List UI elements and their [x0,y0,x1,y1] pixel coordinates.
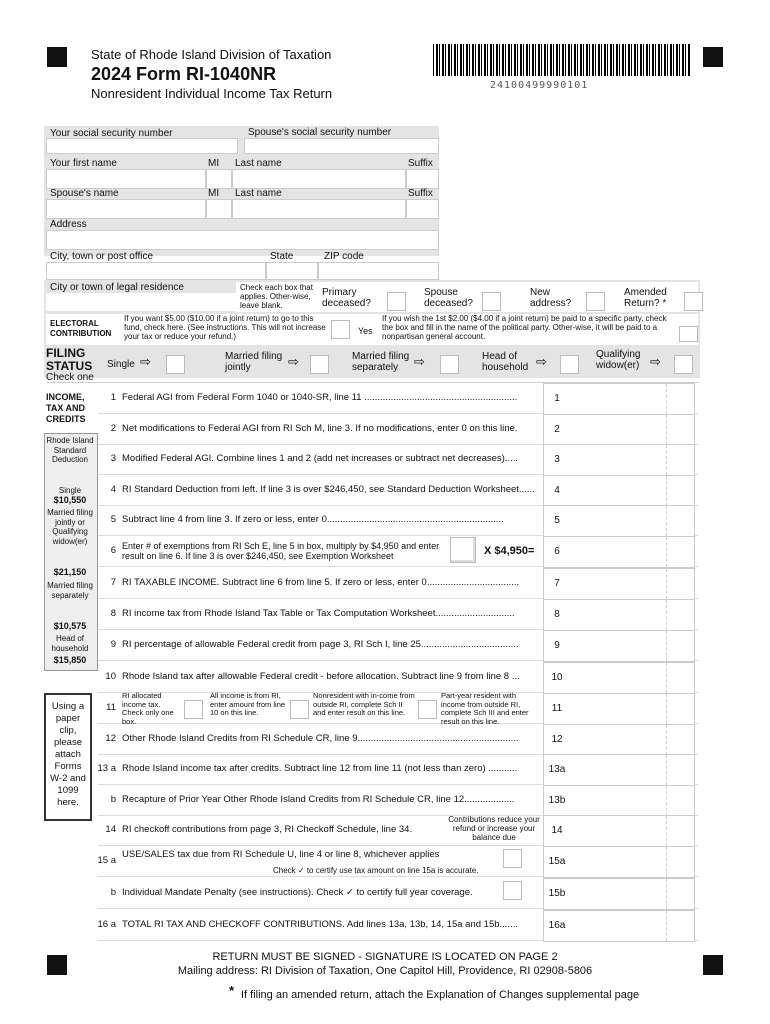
spouse-deceased-checkbox[interactable] [482,292,501,311]
line-box-number: 14 [543,815,571,847]
line-text: RI checkoff contributions from page 3, RI Checkoff Schedule, line 34. [122,824,413,835]
amount-input[interactable] [570,630,695,662]
arrow-right-icon: ⇨ [414,354,425,369]
deduction-mfj-amount: $21,150 [53,567,87,577]
filing-mfs-checkbox[interactable] [440,355,459,374]
line-number: 15 a [97,855,116,866]
spouse-suffix-label: Suffix [408,188,433,199]
last-name-input[interactable] [232,169,406,189]
electoral-instructions: If you want $5.00 ($10.00 if a joint return) to go to this fund, check here. (See instructions. This will not increase your tax or reduce your refund.) [124,314,326,341]
city-label: City, town or post office [50,251,154,262]
amount-input[interactable] [570,599,695,631]
filing-hoh-label: Head of household [482,351,529,373]
arrow-right-icon: ⇨ [140,354,151,369]
line-note: Contributions reduce your refund or increase your balance due [448,815,540,842]
ssn-input[interactable] [46,138,238,154]
line-15a [98,846,698,877]
spouse-name-input[interactable] [46,199,206,219]
line-box-number: 6 [543,536,571,568]
line-text: Individual Mandate Penalty (see instructions). Check ✓ to certify full year coverage. [122,887,473,898]
amount-input[interactable] [570,383,695,415]
line-box-number: 9 [543,630,571,662]
amount-input[interactable] [570,846,695,878]
contribution-label: CONTRIBUTION [50,329,112,338]
amount-input[interactable] [570,878,695,910]
arrow-right-icon: ⇨ [288,354,299,369]
line-11 [98,693,698,724]
checks-intro: Check each box that applies. Other-wise, leave blank. [240,283,313,310]
line-text: Other Rhode Island Credits from RI Schedule CR, line 9............................................................. [122,733,519,744]
line-3 [98,444,698,475]
zip-label: ZIP code [324,251,364,262]
form-subtitle: Nonresident Individual Income Tax Return [91,86,333,101]
line-number: b [110,887,116,898]
certify-checkbox[interactable] [503,849,522,868]
deduction-single-amount: $10,550 [53,495,87,505]
line-box-number: 11 [543,693,571,725]
exemptions-input[interactable] [450,537,476,563]
paperclip-note: Using a paper clip, please attach Forms W-2 and 1099 here. [44,693,92,821]
deduction-hoh-label: Head of household [51,634,89,653]
new-address-label: New address? [530,287,572,309]
line-1 [98,383,698,414]
amount-input[interactable] [570,815,695,847]
amount-input[interactable] [570,662,695,694]
first-name-label: Your first name [50,158,117,169]
line-box-number: 13b [543,785,571,817]
line-number: 4 [110,484,116,495]
deduction-single-label: Single [58,486,82,495]
spouse-last-name-input[interactable] [232,199,406,219]
line-number: 6 [110,545,116,556]
amount-input[interactable] [570,785,695,817]
deduction-mfs-label: Married filing separately [47,581,93,600]
line-4 [98,475,698,506]
line-box-number: 13a [543,754,571,786]
line-14 [98,815,698,846]
party-instructions: If you wish the 1st $2.00 ($4.00 if a joint return) be paid to a specific party, check the box and fill in the name of the political party. Other-wise, it will be paid to a nonpartisan general account. [382,314,667,341]
amount-input[interactable] [570,536,695,568]
filing-hoh-checkbox[interactable] [560,355,579,374]
last-name-label: Last name [235,158,282,169]
line-text: TOTAL RI TAX AND CHECKOFF CONTRIBUTIONS. Add lines 13a, 13b, 14, 15a and 15b....... [122,919,518,930]
first-name-input[interactable] [46,169,206,189]
check-one-label: Check one [46,372,94,383]
line-13b [98,785,698,816]
certify-checkbox[interactable] [503,881,522,900]
form-title: 2024 Form RI-1040NR [91,64,277,84]
line-number: b [110,794,116,805]
allocation-option-text: RI allocated income tax. Check only one box. [122,691,174,726]
spouse-ssn-label: Spouse's social security number [248,127,392,138]
filing-status-title-2: STATUS [46,359,93,373]
mailing-address: Mailing address: RI Division of Taxation, One Capitol Hill, Providence, RI 02908-5806 [177,965,593,977]
line-box-number: 1 [543,383,571,415]
line-text: RI income tax from Rhode Island Tax Table or Tax Computation Worksheet.............................. [122,608,515,619]
line-number: 2 [110,423,116,434]
line-box-number: 8 [543,599,571,631]
state-input[interactable] [266,262,318,280]
arrow-right-icon: ⇨ [536,354,547,369]
registration-mark [47,47,67,67]
spouse-mi-input[interactable] [206,199,232,219]
line-number: 14 [105,824,116,835]
line-box-number: 2 [543,414,571,446]
filing-qw-checkbox[interactable] [674,355,693,374]
line-text: Rhode Island income tax after credits. Subtract line 12 from line 11 (not less than zero) ........... [122,763,518,774]
line-box-number: 7 [543,568,571,600]
amended-return-label: Amended Return? * [624,287,667,309]
line-number: 7 [110,577,116,588]
amount-input[interactable] [570,414,695,446]
line-10 [98,662,698,693]
line-number: 1 [110,392,116,403]
line-9 [98,630,698,661]
line-note: Check ✓ to certify use tax amount on line 15a is accurate. [273,866,479,875]
spouse-deceased-label: Spouse deceased? [424,287,473,309]
line-7 [98,568,698,599]
suffix-input[interactable] [406,169,439,189]
allocation-checkbox[interactable] [418,700,437,719]
deduction-title: Rhode Island Standard Deduction [46,436,94,464]
line-number: 10 [105,671,116,682]
mi-label: MI [208,158,220,169]
amended-note: If filing an amended return, attach the Explanation of Changes supplemental page [241,989,640,1001]
amount-input[interactable] [570,754,695,786]
spouse-last-name-label: Last name [235,188,282,199]
line-number: 16 a [97,919,116,930]
line-box-number: 16a [543,910,571,942]
line-text: RI percentage of allowable Federal credit from page 3, RI Sch I, line 25..................................... [122,639,519,650]
line-number: 12 [105,733,116,744]
line-16a [98,910,698,941]
deduction-mfs-amount: $10,575 [53,621,87,631]
asterisk: * [229,983,235,998]
filing-mfj-checkbox[interactable] [310,355,329,374]
party-checkbox[interactable] [679,326,698,342]
allocation-checkbox[interactable] [290,700,309,719]
legal-residence-label: City or town of legal residence [50,282,184,293]
amount-input[interactable] [570,910,695,942]
line-number: 9 [110,639,116,650]
spouse-suffix-input[interactable] [406,199,439,219]
spouse-name-label: Spouse's name [50,188,119,199]
barcode [433,44,691,76]
zip-input[interactable] [318,262,439,280]
line-13a [98,754,698,785]
line-box-number: 15b [543,878,571,910]
allocation-option-text: Part-year resident with income from outside RI, complete Sch III and enter result on this line. [441,691,529,726]
line-12 [98,724,698,755]
amount-input[interactable] [570,693,695,725]
line-text: RI TAXABLE INCOME. Subtract line 6 from line 5. If zero or less, enter 0................................... [122,577,520,588]
electoral-yes-checkbox[interactable] [331,320,350,339]
line-number: 13 a [97,763,116,774]
amount-input[interactable] [570,568,695,600]
deduction-hoh-amount: $15,850 [53,655,87,665]
allocation-checkbox[interactable] [184,700,203,719]
line-5 [98,505,698,536]
legal-residence-input[interactable] [46,293,236,311]
filing-mfs-label: Married filing separately [352,351,410,373]
line-text: USE/SALES tax due from RI Schedule U, line 4 or line 8, whichever applies [122,849,440,860]
allocation-option-text: All income is from RI, enter amount from line 10 on this line. [210,691,286,717]
line-box-number: 4 [543,475,571,507]
line-number: 5 [110,514,116,525]
line-6 [98,536,698,567]
agency-name: State of Rhode Island Division of Taxation [91,47,332,62]
city-input[interactable] [46,262,266,280]
line-number: 8 [110,608,116,619]
amount-input[interactable] [570,475,695,507]
electoral-label: ELECTORAL [50,319,99,328]
line-box-number: 5 [543,505,571,537]
primary-deceased-label: Primary deceased? [322,287,371,309]
state-label: State [270,251,294,262]
spouse-ssn-input[interactable] [244,138,439,154]
exemption-multiplier: X $4,950= [484,545,535,557]
amount-input[interactable] [570,505,695,537]
line-box-number: 3 [543,444,571,476]
amended-return-checkbox[interactable] [684,292,703,311]
line-number: 3 [110,453,116,464]
signature-notice: RETURN MUST BE SIGNED - SIGNATURE IS LOCATED ON PAGE 2 [212,951,558,963]
mi-input[interactable] [206,169,232,189]
spouse-mi-label: MI [208,188,220,199]
filing-mfj-label: Married filing jointly [225,351,283,373]
line-2 [98,414,698,445]
line-box-number: 15a [543,846,571,878]
primary-deceased-checkbox[interactable] [387,292,406,311]
line-text: Rhode Island tax after allowable Federal credit - before allocation. Subtract line 9 from line 8 ... [122,671,520,682]
address-input[interactable] [46,230,439,250]
registration-mark [703,47,723,67]
line-text: Federal AGI from Federal Form 1040 or 1040-SR, line 11 .......................................................... [122,392,518,403]
amount-input[interactable] [570,724,695,756]
electoral-yes-label: Yes [358,326,373,336]
line-text: Recapture of Prior Year Other Rhode Island Credits from RI Schedule CR, line 12................... [122,794,515,805]
line-number: 11 [106,702,116,713]
arrow-right-icon: ⇨ [650,354,661,369]
line-text: Subtract line 4 from line 3. If zero or less, enter 0................................................................... [122,514,504,525]
allocation-option-text: Nonresident with in-come from outside RI, complete Sch II and enter result on this line. [313,691,415,717]
new-address-checkbox[interactable] [586,292,605,311]
line-8 [98,599,698,630]
line-text: Modified Federal AGI. Combine lines 1 and 2 (add net increases or subtract net decreases)..... [122,453,519,464]
line-box-number: 10 [543,662,571,694]
filing-qw-label: Qualifying widow(er) [596,349,641,371]
suffix-label: Suffix [408,158,433,169]
filing-single-label: Single [107,359,135,370]
filing-single-checkbox[interactable] [166,355,185,374]
section-title: INCOME, TAX AND CREDITS [46,392,86,424]
deduction-mfj-label: Married filing jointly or Qualifying widow(er) [47,508,93,546]
ssn-label: Your social security number [50,128,173,139]
line-text: RI Standard Deduction from left. If line 3 is over $246,450, see Standard Deduction Worksheet...... [122,484,535,495]
amount-input[interactable] [570,444,695,476]
line-text: Net modifications to Federal AGI from RI Sch M, line 3. If no modifications, enter 0 on this line. [122,423,518,434]
filing-status-title: FILING [46,346,86,360]
address-label: Address [50,219,87,230]
barcode-number: 24100499990101 [490,80,589,91]
line-15b [98,878,698,909]
line-box-number: 12 [543,724,571,756]
line-text: Enter # of exemptions from RI Sch E, line 5 in box, multiply by $4,950 and enter result on line 6. If line 3 is over $246,450, see Exemption Worksheet [122,541,440,561]
